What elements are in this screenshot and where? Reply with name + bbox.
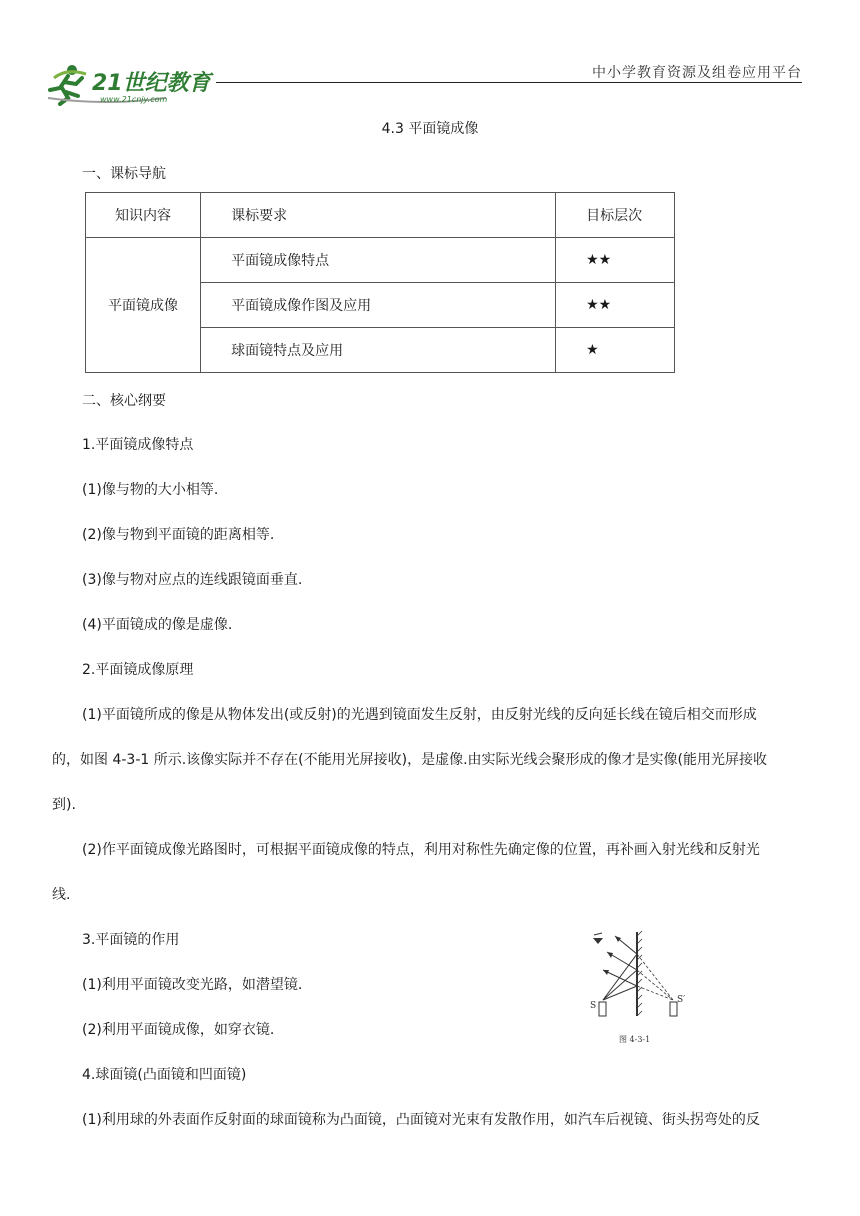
list-item: (2)像与物到平面镜的距离相等. bbox=[82, 527, 275, 543]
paragraph-line: (2)作平面镜成像光路图时，可根据平面镜成像的特点，利用对称性先确定像的位置，再补画入射光线和反射光 bbox=[82, 842, 760, 858]
paragraph-line: 线. bbox=[52, 887, 71, 903]
subheading: 1.平面镜成像特点 bbox=[82, 437, 194, 453]
subheading: 4.球面镜(凸面镜和凹面镜) bbox=[82, 1067, 247, 1083]
table-cell: ★★ bbox=[556, 283, 675, 328]
mirror-diagram bbox=[585, 930, 700, 1050]
section1-heading: 一、课标导航 bbox=[82, 166, 166, 182]
table-group-cell: 平面镜成像 bbox=[86, 238, 201, 373]
section2-heading: 二、核心纲要 bbox=[82, 393, 166, 409]
table-header-cell: 目标层次 bbox=[556, 193, 675, 238]
list-item: (4)平面镜成的像是虚像. bbox=[82, 617, 233, 633]
header-rule bbox=[216, 82, 802, 83]
paragraph-line: (1)平面镜所成的像是从物体发出(或反射)的光遇到镜面发生反射，由反射光线的反向延长线在镜后相交而形成 bbox=[82, 707, 757, 723]
logo-text: 21世纪教育 bbox=[92, 71, 211, 96]
paragraph-line: (1)利用球的外表面作反射面的球面镜称为凸面镜，凸面镜对光束有发散作用，如汽车后视镜、街头拐弯处的反 bbox=[82, 1112, 760, 1128]
eye-icon bbox=[593, 933, 603, 944]
paragraph-line: 的，如图 4-3-1 所示.该像实际并不存在(不能用光屏接收)，是虚像.由实际光线会聚形成的像才是实像(能用光屏接收 bbox=[52, 752, 768, 768]
table-cell: 平面镜成像作图及应用 bbox=[201, 283, 556, 328]
paragraph-line: 到). bbox=[52, 797, 76, 813]
list-item: (1)像与物的大小相等. bbox=[82, 482, 219, 498]
table-cell: 球面镜特点及应用 bbox=[201, 328, 556, 373]
table-cell: ★★ bbox=[556, 238, 675, 283]
table-header-cell: 课标要求 bbox=[201, 193, 556, 238]
logo-url: www.21cnjy.com bbox=[100, 95, 168, 104]
page-title: 4.3 平面镜成像 bbox=[381, 121, 479, 137]
runner-logo-icon bbox=[46, 60, 216, 106]
list-item: (1)利用平面镜改变光路，如潜望镜. bbox=[82, 977, 303, 993]
table-cell: ★ bbox=[556, 328, 675, 373]
list-item: (2)利用平面镜成像，如穿衣镜. bbox=[82, 1022, 275, 1038]
list-item: (3)像与物对应点的连线跟镜面垂直. bbox=[82, 572, 303, 588]
subheading: 3.平面镜的作用 bbox=[82, 932, 180, 948]
label-s: S bbox=[590, 1001, 597, 1011]
figure-caption: 图 4-3-1 bbox=[619, 1035, 651, 1044]
table-row bbox=[86, 238, 675, 283]
figure-plane-mirror bbox=[585, 930, 700, 1050]
table-header-cell: 知识内容 bbox=[86, 193, 201, 238]
label-s-prime: S′ bbox=[677, 995, 686, 1005]
subheading: 2.平面镜成像原理 bbox=[82, 662, 194, 678]
curriculum-table bbox=[85, 192, 675, 373]
table-header-row bbox=[86, 193, 675, 238]
platform-name: 中小学教育资源及组卷应用平台 bbox=[592, 65, 802, 81]
logo bbox=[46, 60, 216, 106]
table-cell: 平面镜成像特点 bbox=[201, 238, 556, 283]
